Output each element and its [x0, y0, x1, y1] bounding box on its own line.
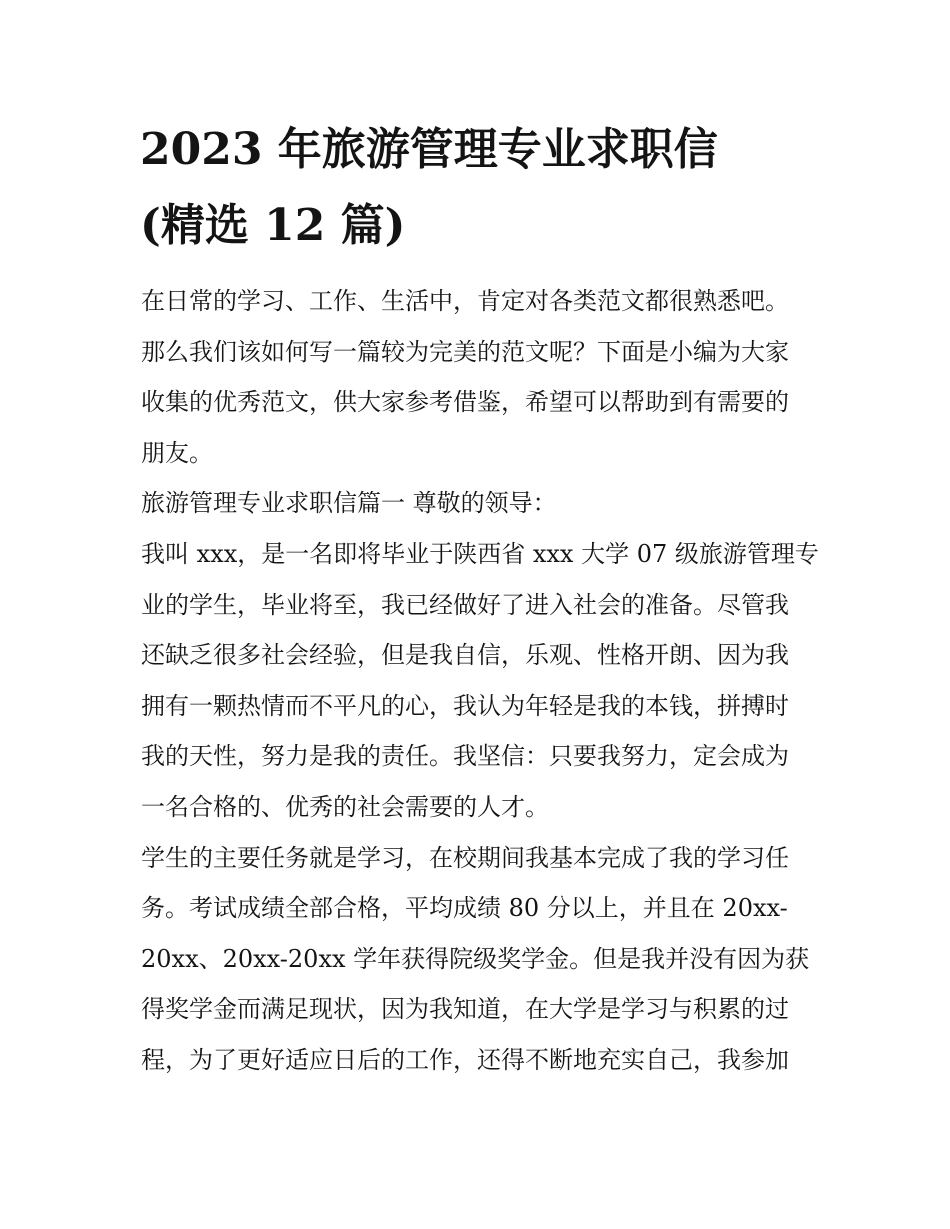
title-line: 2023 年旅游管理专业求职信 [140, 124, 718, 175]
body-line: 一名合格的、优秀的社会需要的人才。 [141, 792, 549, 821]
body-line: 学生的主要任务就是学习，在校期间我基本完成了我的学习任 [141, 843, 789, 872]
body-line: 务。考试成绩全部合格，平均成绩 80 分以上，并且在 20xx- [141, 894, 788, 923]
body-line: 收集的优秀范文，供大家参考借鉴，希望可以帮助到有需要的 [141, 388, 789, 417]
body-line: 程，为了更好适应日后的工作，还得不断地充实自己，我参加 [141, 1045, 789, 1074]
section-heading-line: 旅游管理专业求职信篇一 尊敬的领导： [141, 489, 557, 518]
body-line: 那么我们该如何写一篇较为完美的范文呢？下面是小编为大家 [141, 337, 789, 366]
body-line: 在日常的学习、工作、生活中，肯定对各类范文都很熟悉吧。 [141, 287, 789, 315]
title-line: (精选 12 篇) [140, 200, 406, 251]
body-line: 朋友。 [141, 438, 213, 467]
body-line: 还缺乏很多社会经验，但是我自信，乐观、性格开朗、因为我 [141, 641, 789, 670]
body-line: 我叫 xxx，是一名即将毕业于陕西省 xxx 大学 07 级旅游管理专 [141, 539, 819, 568]
body-line: 20xx、20xx-20xx 学年获得院级奖学金。但是我并没有因为获 [141, 944, 810, 973]
document-body [141, 276, 821, 1086]
body-line: 拥有一颗热情而不平凡的心，我认为年轻是我的本钱，拼搏时 [141, 691, 789, 720]
body-line: 得奖学金而满足现状，因为我知道，在大学是学习与积累的过 [141, 995, 789, 1024]
body-line: 业的学生，毕业将至，我已经做好了进入社会的准备。尽管我 [141, 590, 789, 619]
body-line: 我的天性，努力是我的责任。我坚信：只要我努力，定会成为 [141, 742, 789, 771]
document-title [140, 112, 820, 264]
